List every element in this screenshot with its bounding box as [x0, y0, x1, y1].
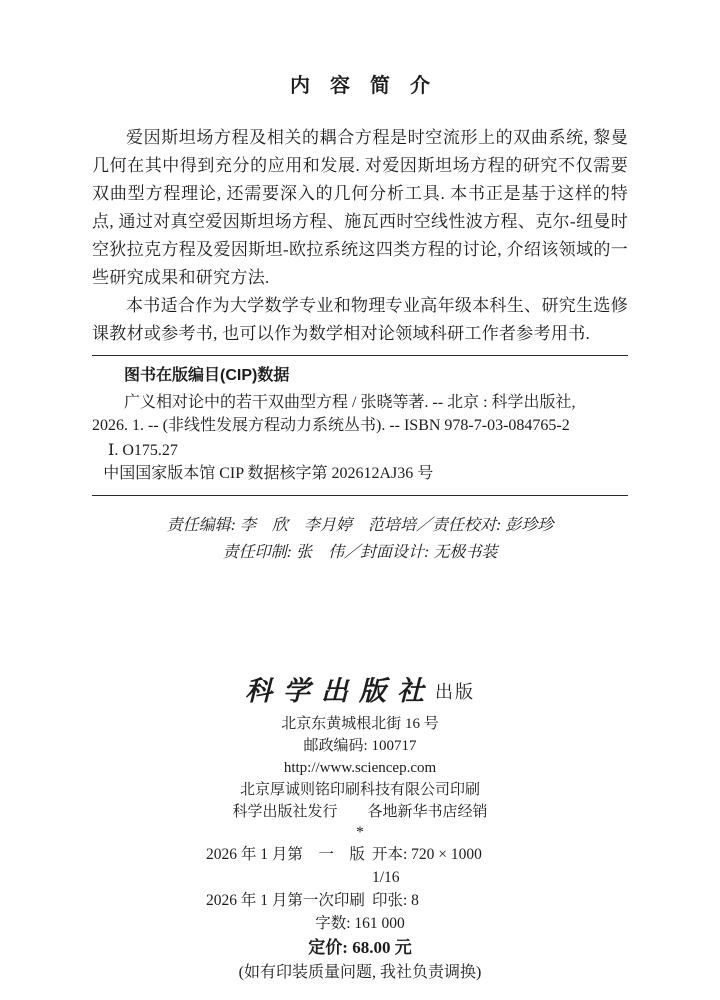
cip-series-line: 2026. 1. -- (非线性发展方程动力系统丛书). -- ISBN 978-7-03-084765-2 — [92, 417, 570, 434]
printing-date: 2026 年 1 月第一次印刷 — [206, 892, 365, 909]
cip-heading: 图书在版编目(CIP)数据 — [124, 367, 290, 384]
science-press-logo: 科学出版社 — [245, 676, 435, 706]
publisher-block — [92, 674, 628, 823]
publisher-address: 北京东黄城根北街 16 号 — [281, 716, 439, 732]
credits-printing-design-line: 责任印制: 张 伟／封面设计: 无极书装 — [222, 544, 498, 561]
separator-star: * — [356, 824, 364, 841]
cip-data-block — [92, 355, 628, 496]
word-count: 字数: 161 000 — [315, 915, 405, 932]
edition-info — [206, 843, 514, 912]
cip-title-line: 广义相对论中的若干双曲型方程 / 张晓等著. -- 北京 : 科学出版社, — [124, 394, 576, 411]
printing-row — [206, 889, 514, 912]
publisher-postcode: 邮政编码: 100717 — [303, 738, 417, 754]
cip-classification-line: Ⅰ. O175.27 — [108, 442, 178, 459]
publisher-website: http://www.sciencep.com — [283, 760, 437, 776]
price: 定价: 68.00 元 — [308, 938, 412, 957]
sheet-count: 印张: 8 — [372, 892, 419, 909]
format-size: 开本: 720 × 1000 1/16 — [372, 846, 502, 886]
page-title: 内 容 简 介 — [290, 75, 430, 97]
cip-record-number-line: 中国国家版本馆 CIP 数据核字第 202612AJ36 号 — [103, 465, 434, 482]
publish-label: 出版 — [435, 682, 475, 702]
publisher-logo-line — [92, 674, 628, 713]
quality-swap-note: (如有印装质量问题, 我社负责调换) — [238, 964, 482, 981]
edition-row — [206, 843, 514, 889]
intro-paragraph-2: 本书适合作为大学数学专业和物理专业高年级本科生、研究生选修课教材或参考书, 也可以作为数学相对论领域科研工作者参考用书. — [92, 296, 628, 343]
edition-date: 2026 年 1 月第 一 版 — [206, 846, 365, 863]
distribution-line: 科学出版社发行 各地新华书店经销 — [232, 804, 488, 820]
content-summary — [92, 124, 628, 348]
printer-name: 北京厚诚则铭印刷科技有限公司印刷 — [239, 782, 480, 798]
intro-paragraph-1: 爱因斯坦场方程及相关的耦合方程是时空流形上的双曲系统, 黎曼几何在其中得到充分的应用和发展. 对爱因斯坦场方程的研究不仅需要双曲型方程理论, 还需要深入的几何分析工具. 本书正是基于这样的特点, 通过对真空爱因斯坦场方程、施瓦西时空线性波方程、克尔-纽曼时空狄拉克方程及爱因斯坦-欧拉系统这四类方程的讨论, 介绍该领域的一些研究成果和研究方法. — [92, 128, 628, 287]
credits-editors-line: 责任编辑: 李 欣 李月婷 范培培／责任校对: 彭珍珍 — [166, 517, 554, 534]
print-colophon — [92, 825, 628, 985]
staff-credits — [92, 512, 628, 566]
